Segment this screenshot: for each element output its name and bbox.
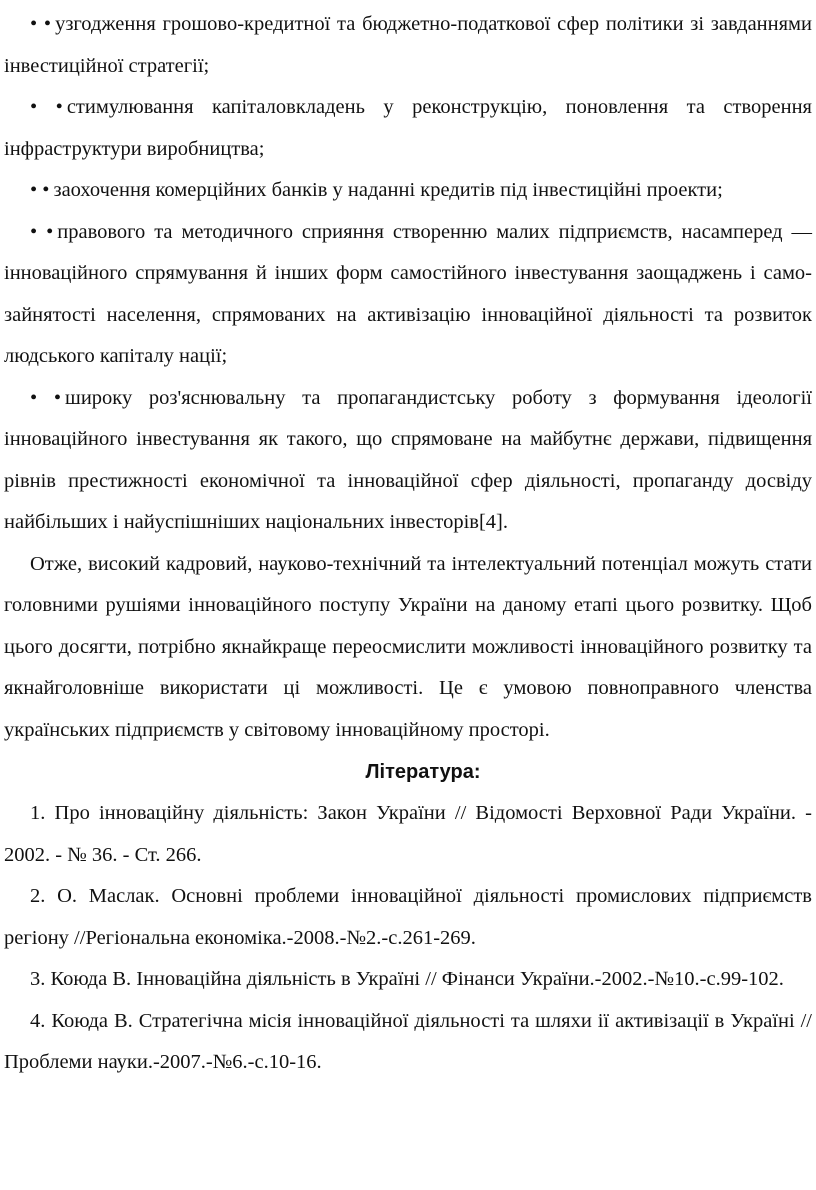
bullet-marker: • • xyxy=(30,386,62,409)
reference-item: 2. О. Маслак. Основні проблеми інноваційної діяльності промислових підприємств регіону //Регіональна економіка.-2008.-№2.-с.261-269. xyxy=(4,885,812,949)
conclusion-paragraph: Отже, високий кадровий, науково-технічний та інтелектуальний потенціал можуть стати головними рушіями інноваційного поступу України на даному етапі цього розвитку. Щоб цього досягти, потрібно якнайкраще переосмислити можливості інноваційного розвитку та якнайголовніше використати ці можливості. Це є умовою повноправного членства українських підприємств у світовому інноваційному просторі. xyxy=(4,552,812,741)
bullet-text: стимулювання капіталовкладень у реконструкцію, поновлення та створення інфраструктури виробництва; xyxy=(4,96,812,160)
bullet-item xyxy=(4,4,812,87)
bullet-item xyxy=(4,378,812,544)
bullet-item xyxy=(4,170,812,212)
bullet-text: узгодження грошово-кредитної та бюджетно-податкової сфер політики зі завданнями інвестиційної стратегії; xyxy=(4,13,812,77)
bullet-marker: • • xyxy=(30,13,52,35)
bullet-text: правового та методичного сприяння створенню малих підприємств, насамперед — інноваційного спрямування й інших форм самостійного інвестування заощаджень і само-зайнятості населення, спрямованих на активізацію інноваційної діяльності та розвиток людського капіталу нації; xyxy=(4,220,812,367)
bullet-marker: • • xyxy=(30,179,50,201)
reference-item: 3. Коюда В. Інноваційна діяльність в Україні // Фінанси України.-2002.-№10.-с.99-102. xyxy=(30,968,784,990)
bullet-text: широку роз'яснювальну та пропагандистську роботу з формування ідеології інноваційного інвестування як такого, що спрямоване на майбутнє держави, підвищення рівнів престижності економічної та інноваційної сфер діяльності, пропаганду досвіду найбільших і найуспішніших національних інвесторів[4]. xyxy=(4,386,812,533)
bullet-marker: • • xyxy=(30,96,63,118)
bullet-text: заохочення комерційних банків у наданні кредитів під інвестиційні проекти; xyxy=(53,179,723,201)
references-heading: Література: xyxy=(365,761,481,783)
bullet-item xyxy=(4,87,812,170)
reference-item: 1. Про інноваційну діяльність: Закон України // Відомості Верховної Ради України. - 2002. - № 36. - Ст. 266. xyxy=(4,802,812,866)
reference-item: 4. Коюда В. Стратегічна місія інноваційної діяльності та шляхи ії активізації в Україні // Проблеми науки.-2007.-№6.-с.10-16. xyxy=(4,1009,812,1073)
bullet-marker: • • xyxy=(30,220,54,243)
bullet-item xyxy=(4,212,812,378)
